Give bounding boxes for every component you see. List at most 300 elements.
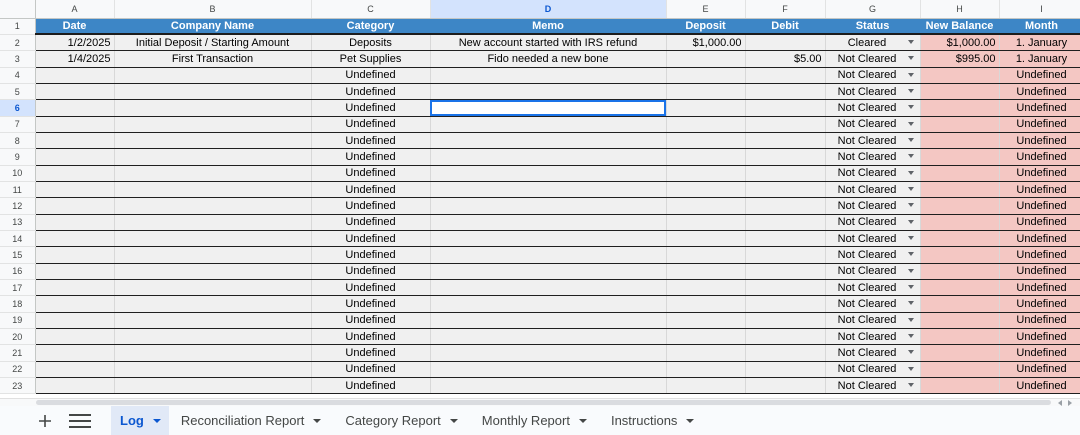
- cell-month[interactable]: Undefined: [999, 247, 1080, 263]
- tab-label: Instructions: [610, 413, 678, 428]
- cell-company[interactable]: [114, 230, 311, 246]
- cell-balance[interactable]: [920, 247, 999, 263]
- cell-balance[interactable]: [920, 116, 999, 132]
- cell-company[interactable]: [114, 345, 311, 361]
- row-header[interactable]: 5: [0, 83, 35, 99]
- all-sheets-button[interactable]: [69, 414, 91, 428]
- cell-deposit[interactable]: [666, 181, 745, 197]
- row-header[interactable]: 20: [0, 329, 35, 345]
- cell-memo[interactable]: [430, 116, 666, 132]
- chevron-down-icon[interactable]: [153, 419, 161, 423]
- cell-debit[interactable]: [745, 263, 825, 279]
- sheet-tab-bar: [0, 406, 1080, 435]
- cell-memo[interactable]: [430, 329, 666, 345]
- cell-deposit[interactable]: [666, 247, 745, 263]
- cell-debit[interactable]: [745, 132, 825, 148]
- cell-deposit[interactable]: [666, 51, 745, 67]
- cell-company[interactable]: [114, 280, 311, 296]
- chevron-down-icon[interactable]: [450, 419, 458, 423]
- cell-month[interactable]: 1. January: [999, 51, 1080, 67]
- cell-deposit[interactable]: [666, 83, 745, 99]
- cell-category[interactable]: Undefined: [311, 230, 430, 246]
- status-value: Not Cleared: [837, 101, 897, 114]
- tab-log[interactable]: [111, 406, 169, 435]
- cell-category[interactable]: Undefined: [311, 165, 430, 181]
- cell-memo[interactable]: [430, 67, 666, 83]
- row-header[interactable]: 17: [0, 280, 35, 296]
- column-header-f[interactable]: F: [745, 0, 825, 18]
- cell-debit[interactable]: [745, 100, 825, 116]
- cell-status[interactable]: [825, 34, 920, 50]
- dropdown-arrow-icon[interactable]: [908, 105, 914, 109]
- cell-deposit[interactable]: [666, 329, 745, 345]
- column-header-g[interactable]: G: [825, 0, 920, 18]
- row-header[interactable]: 8: [0, 132, 35, 148]
- table-row: [0, 198, 1080, 214]
- cell-company[interactable]: [114, 378, 311, 394]
- horizontal-scrollbar[interactable]: [0, 398, 1080, 406]
- cell-category[interactable]: Undefined: [311, 83, 430, 99]
- cell-balance[interactable]: [920, 165, 999, 181]
- row-header[interactable]: 14: [0, 230, 35, 246]
- cell-balance[interactable]: [920, 263, 999, 279]
- row-header[interactable]: 1: [0, 18, 35, 34]
- cell-deposit[interactable]: [666, 165, 745, 181]
- tab-category-report[interactable]: [333, 406, 469, 435]
- cell-month[interactable]: Undefined: [999, 263, 1080, 279]
- cell-deposit[interactable]: [666, 230, 745, 246]
- header-cell-new-balance[interactable]: New Balance: [920, 18, 999, 34]
- cell-category[interactable]: Undefined: [311, 149, 430, 165]
- cell-memo[interactable]: [430, 378, 666, 394]
- status-value: Not Cleared: [837, 298, 897, 311]
- cell-company[interactable]: [114, 263, 311, 279]
- tab-instructions[interactable]: [599, 406, 706, 435]
- header-cell-date[interactable]: Date: [35, 18, 114, 34]
- table-row: [0, 329, 1080, 345]
- cell-month[interactable]: Undefined: [999, 230, 1080, 246]
- dropdown-arrow-icon[interactable]: [908, 285, 914, 289]
- cell-category[interactable]: Undefined: [311, 345, 430, 361]
- status-value: Not Cleared: [837, 248, 897, 261]
- cell-date[interactable]: [35, 345, 114, 361]
- cell-company[interactable]: [114, 83, 311, 99]
- cell-memo[interactable]: [430, 165, 666, 181]
- status-value: Not Cleared: [837, 150, 897, 163]
- cell-deposit[interactable]: [666, 100, 745, 116]
- cell-balance[interactable]: [920, 132, 999, 148]
- cell-status[interactable]: [825, 329, 920, 345]
- cell-debit[interactable]: [745, 312, 825, 328]
- cell-debit[interactable]: [745, 230, 825, 246]
- status-value: Not Cleared: [837, 314, 897, 327]
- cell-month[interactable]: Undefined: [999, 361, 1080, 377]
- cell-category[interactable]: Deposits: [311, 34, 430, 50]
- cell-balance[interactable]: [920, 312, 999, 328]
- cell-balance[interactable]: [920, 345, 999, 361]
- table-row: [0, 51, 1080, 67]
- cell-memo[interactable]: New account started with IRS refund: [430, 34, 666, 50]
- column-header-h[interactable]: H: [920, 0, 999, 18]
- chevron-down-icon[interactable]: [686, 419, 694, 423]
- dropdown-arrow-icon[interactable]: [908, 89, 914, 93]
- cell-deposit[interactable]: [666, 263, 745, 279]
- cell-memo[interactable]: [430, 247, 666, 263]
- cell-memo[interactable]: [430, 280, 666, 296]
- header-cell-status[interactable]: Status: [825, 18, 920, 34]
- header-cell-company-name[interactable]: Company Name: [114, 18, 311, 34]
- add-sheet-button[interactable]: [29, 406, 61, 435]
- cell-memo[interactable]: [430, 296, 666, 312]
- dropdown-arrow-icon[interactable]: [908, 203, 914, 207]
- cell-status[interactable]: [825, 280, 920, 296]
- select-all-corner[interactable]: [0, 0, 35, 18]
- cell-month[interactable]: Undefined: [999, 149, 1080, 165]
- cell-deposit[interactable]: [666, 312, 745, 328]
- dropdown-arrow-icon[interactable]: [908, 334, 914, 338]
- cell-date[interactable]: [35, 361, 114, 377]
- row-header[interactable]: 6: [0, 100, 35, 116]
- dropdown-arrow-icon[interactable]: [908, 40, 914, 44]
- cell-company[interactable]: [114, 100, 311, 116]
- cell-month[interactable]: Undefined: [999, 198, 1080, 214]
- cell-deposit[interactable]: [666, 280, 745, 296]
- cell-month[interactable]: Undefined: [999, 378, 1080, 394]
- row-header[interactable]: 13: [0, 214, 35, 230]
- cell-category[interactable]: Undefined: [311, 263, 430, 279]
- header-cell-debit[interactable]: Debit: [745, 18, 825, 34]
- row-header[interactable]: 21: [0, 345, 35, 361]
- cell-status[interactable]: [825, 149, 920, 165]
- cell-month[interactable]: Undefined: [999, 329, 1080, 345]
- row-header[interactable]: 23: [0, 378, 35, 394]
- cell-status[interactable]: [825, 345, 920, 361]
- dropdown-arrow-icon[interactable]: [908, 187, 914, 191]
- cell-category[interactable]: Undefined: [311, 132, 430, 148]
- cell-category[interactable]: Undefined: [311, 198, 430, 214]
- cell-date[interactable]: [35, 67, 114, 83]
- cell-deposit[interactable]: [666, 345, 745, 361]
- cell-category[interactable]: Undefined: [311, 100, 430, 116]
- cell-balance[interactable]: [920, 230, 999, 246]
- cell-company[interactable]: [114, 329, 311, 345]
- cell-company[interactable]: [114, 312, 311, 328]
- cell-status[interactable]: [825, 361, 920, 377]
- cell-memo[interactable]: [430, 361, 666, 377]
- column-header-d[interactable]: D: [430, 0, 666, 18]
- chevron-down-icon[interactable]: [579, 419, 587, 423]
- row-header[interactable]: 10: [0, 165, 35, 181]
- cell-month[interactable]: Undefined: [999, 312, 1080, 328]
- row-header[interactable]: 4: [0, 67, 35, 83]
- cell-month[interactable]: Undefined: [999, 280, 1080, 296]
- cell-status[interactable]: [825, 296, 920, 312]
- cell-balance[interactable]: [920, 361, 999, 377]
- cell-date[interactable]: [35, 263, 114, 279]
- header-cell-month[interactable]: Month: [999, 18, 1080, 34]
- cell-memo[interactable]: [430, 263, 666, 279]
- row-header[interactable]: 3: [0, 51, 35, 67]
- status-value: Not Cleared: [837, 167, 897, 180]
- row-header[interactable]: 16: [0, 263, 35, 279]
- cell-memo[interactable]: [430, 198, 666, 214]
- dropdown-arrow-icon[interactable]: [908, 154, 914, 158]
- status-value: Not Cleared: [837, 52, 897, 65]
- cell-category[interactable]: Undefined: [311, 378, 430, 394]
- cell-deposit[interactable]: [666, 67, 745, 83]
- dropdown-arrow-icon[interactable]: [908, 318, 914, 322]
- dropdown-arrow-icon[interactable]: [908, 350, 914, 354]
- row-header[interactable]: 12: [0, 198, 35, 214]
- cell-memo[interactable]: [430, 214, 666, 230]
- cell-date[interactable]: [35, 378, 114, 394]
- menu-icon: [69, 414, 91, 416]
- cell-company[interactable]: [114, 198, 311, 214]
- cell-debit[interactable]: [745, 149, 825, 165]
- dropdown-arrow-icon[interactable]: [908, 56, 914, 60]
- cell-status[interactable]: [825, 263, 920, 279]
- tab-reconciliation-report[interactable]: [169, 406, 334, 435]
- cell-category[interactable]: Undefined: [311, 329, 430, 345]
- cell-balance[interactable]: [920, 67, 999, 83]
- cell-month[interactable]: Undefined: [999, 116, 1080, 132]
- cell-company[interactable]: [114, 361, 311, 377]
- cell-month[interactable]: Undefined: [999, 296, 1080, 312]
- cell-deposit[interactable]: $1,000.00: [666, 34, 745, 50]
- dropdown-arrow-icon[interactable]: [908, 383, 914, 387]
- cell-status[interactable]: [825, 83, 920, 99]
- cell-date[interactable]: [35, 181, 114, 197]
- cell-debit[interactable]: [745, 378, 825, 394]
- cell-debit[interactable]: [745, 83, 825, 99]
- cell-status[interactable]: [825, 378, 920, 394]
- cell-debit[interactable]: [745, 198, 825, 214]
- cell-status[interactable]: [825, 51, 920, 67]
- cell-memo[interactable]: [430, 100, 666, 116]
- cell-deposit[interactable]: [666, 132, 745, 148]
- row-header[interactable]: 18: [0, 296, 35, 312]
- cell-balance[interactable]: [920, 214, 999, 230]
- chevron-down-icon[interactable]: [313, 419, 321, 423]
- tab-label: Reconciliation Report: [180, 413, 305, 428]
- status-value: Not Cleared: [837, 281, 897, 294]
- table-row: [0, 214, 1080, 230]
- dropdown-arrow-icon[interactable]: [908, 122, 914, 126]
- status-value: Not Cleared: [837, 379, 897, 392]
- cell-debit[interactable]: $5.00: [745, 51, 825, 67]
- cell-company[interactable]: [114, 165, 311, 181]
- cell-month[interactable]: Undefined: [999, 214, 1080, 230]
- cell-status[interactable]: [825, 312, 920, 328]
- row-header[interactable]: 22: [0, 361, 35, 377]
- cell-category[interactable]: Undefined: [311, 181, 430, 197]
- cell-debit[interactable]: [745, 296, 825, 312]
- cell-debit[interactable]: [745, 181, 825, 197]
- cell-company[interactable]: [114, 67, 311, 83]
- cell-debit[interactable]: [745, 34, 825, 50]
- cell-memo[interactable]: [430, 345, 666, 361]
- row-header[interactable]: 19: [0, 312, 35, 328]
- cell-balance[interactable]: [920, 198, 999, 214]
- dropdown-arrow-icon[interactable]: [908, 252, 914, 256]
- cell-company[interactable]: [114, 214, 311, 230]
- dropdown-arrow-icon[interactable]: [908, 301, 914, 305]
- dropdown-arrow-icon[interactable]: [908, 171, 914, 175]
- cell-date[interactable]: [35, 132, 114, 148]
- dropdown-arrow-icon[interactable]: [908, 269, 914, 273]
- cell-status[interactable]: [825, 100, 920, 116]
- cell-date[interactable]: [35, 100, 114, 116]
- row-header[interactable]: 9: [0, 149, 35, 165]
- cell-month[interactable]: Undefined: [999, 181, 1080, 197]
- cell-deposit[interactable]: [666, 214, 745, 230]
- cell-status[interactable]: [825, 181, 920, 197]
- column-header-i[interactable]: I: [999, 0, 1080, 18]
- cell-date[interactable]: [35, 116, 114, 132]
- header-cell-memo[interactable]: Memo: [430, 18, 666, 34]
- header-cell-deposit[interactable]: Deposit: [666, 18, 745, 34]
- row-header[interactable]: 11: [0, 181, 35, 197]
- cell-debit[interactable]: [745, 67, 825, 83]
- cell-balance[interactable]: [920, 100, 999, 116]
- cell-date[interactable]: 1/4/2025: [35, 51, 114, 67]
- cell-debit[interactable]: [745, 116, 825, 132]
- scrollbar-thumb[interactable]: [36, 400, 1051, 405]
- cell-status[interactable]: [825, 132, 920, 148]
- cell-month[interactable]: Undefined: [999, 67, 1080, 83]
- cell-month[interactable]: 1. January: [999, 34, 1080, 50]
- cell-balance[interactable]: $1,000.00: [920, 34, 999, 50]
- dropdown-arrow-icon[interactable]: [908, 220, 914, 224]
- cell-balance[interactable]: [920, 296, 999, 312]
- cell-deposit[interactable]: [666, 149, 745, 165]
- cell-debit[interactable]: [745, 214, 825, 230]
- cell-status[interactable]: [825, 165, 920, 181]
- cell-deposit[interactable]: [666, 116, 745, 132]
- cell-date[interactable]: [35, 230, 114, 246]
- cell-category[interactable]: Undefined: [311, 296, 430, 312]
- cell-deposit[interactable]: [666, 361, 745, 377]
- dropdown-arrow-icon[interactable]: [908, 236, 914, 240]
- row-header[interactable]: 15: [0, 247, 35, 263]
- cell-status[interactable]: [825, 214, 920, 230]
- cell-category[interactable]: Undefined: [311, 116, 430, 132]
- cell-debit[interactable]: [745, 361, 825, 377]
- status-value: Not Cleared: [837, 363, 897, 376]
- cell-memo[interactable]: [430, 132, 666, 148]
- cell-memo[interactable]: [430, 149, 666, 165]
- cell-debit[interactable]: [745, 345, 825, 361]
- cell-date[interactable]: 1/2/2025: [35, 34, 114, 50]
- row-header[interactable]: 7: [0, 116, 35, 132]
- cell-date[interactable]: [35, 83, 114, 99]
- table-row: [0, 361, 1080, 377]
- cell-date[interactable]: [35, 247, 114, 263]
- dropdown-arrow-icon[interactable]: [908, 367, 914, 371]
- cell-company[interactable]: [114, 132, 311, 148]
- cell-date[interactable]: [35, 296, 114, 312]
- table-row: [0, 230, 1080, 246]
- cell-company[interactable]: [114, 181, 311, 197]
- row-header[interactable]: 2: [0, 34, 35, 50]
- column-header-a[interactable]: A: [35, 0, 114, 18]
- cell-company[interactable]: [114, 247, 311, 263]
- cell-debit[interactable]: [745, 329, 825, 345]
- cell-status[interactable]: [825, 116, 920, 132]
- cell-month[interactable]: Undefined: [999, 165, 1080, 181]
- column-header-c[interactable]: C: [311, 0, 430, 18]
- column-header-e[interactable]: E: [666, 0, 745, 18]
- column-header-b[interactable]: B: [114, 0, 311, 18]
- cell-month[interactable]: Undefined: [999, 345, 1080, 361]
- cell-category[interactable]: Undefined: [311, 361, 430, 377]
- cell-category[interactable]: Pet Supplies: [311, 51, 430, 67]
- cell-month[interactable]: Undefined: [999, 83, 1080, 99]
- status-value: Not Cleared: [837, 85, 897, 98]
- cell-company[interactable]: [114, 116, 311, 132]
- cell-status[interactable]: [825, 230, 920, 246]
- dropdown-arrow-icon[interactable]: [908, 138, 914, 142]
- cell-company[interactable]: First Transaction: [114, 51, 311, 67]
- cell-balance[interactable]: [920, 83, 999, 99]
- cell-date[interactable]: [35, 198, 114, 214]
- cell-category[interactable]: Undefined: [311, 312, 430, 328]
- cell-status[interactable]: [825, 247, 920, 263]
- cell-debit[interactable]: [745, 247, 825, 263]
- cell-memo[interactable]: Fido needed a new bone: [430, 51, 666, 67]
- cell-deposit[interactable]: [666, 296, 745, 312]
- cell-memo[interactable]: [430, 230, 666, 246]
- cell-memo[interactable]: [430, 83, 666, 99]
- cell-date[interactable]: [35, 165, 114, 181]
- status-value: Not Cleared: [837, 118, 897, 131]
- cell-balance[interactable]: $995.00: [920, 51, 999, 67]
- status-value: Not Cleared: [837, 216, 897, 229]
- cell-memo[interactable]: [430, 312, 666, 328]
- cell-date[interactable]: [35, 149, 114, 165]
- cell-date[interactable]: [35, 312, 114, 328]
- cell-balance[interactable]: [920, 378, 999, 394]
- cell-memo[interactable]: [430, 181, 666, 197]
- header-cell-category[interactable]: Category: [311, 18, 430, 34]
- cell-status[interactable]: [825, 67, 920, 83]
- cell-category[interactable]: Undefined: [311, 214, 430, 230]
- tab-monthly-report[interactable]: [470, 406, 599, 435]
- cell-status[interactable]: [825, 198, 920, 214]
- cell-balance[interactable]: [920, 149, 999, 165]
- cell-deposit[interactable]: [666, 198, 745, 214]
- cell-month[interactable]: Undefined: [999, 132, 1080, 148]
- cell-date[interactable]: [35, 329, 114, 345]
- cell-deposit[interactable]: [666, 378, 745, 394]
- cell-balance[interactable]: [920, 280, 999, 296]
- cell-company[interactable]: [114, 296, 311, 312]
- cell-company[interactable]: [114, 149, 311, 165]
- cell-balance[interactable]: [920, 181, 999, 197]
- cell-debit[interactable]: [745, 280, 825, 296]
- column-header-row: [0, 0, 1080, 18]
- cell-balance[interactable]: [920, 329, 999, 345]
- cell-date[interactable]: [35, 214, 114, 230]
- cell-category[interactable]: Undefined: [311, 280, 430, 296]
- cell-date[interactable]: [35, 280, 114, 296]
- cell-category[interactable]: Undefined: [311, 67, 430, 83]
- cell-company[interactable]: Initial Deposit / Starting Amount: [114, 34, 311, 50]
- cell-debit[interactable]: [745, 165, 825, 181]
- cell-month[interactable]: Undefined: [999, 100, 1080, 116]
- dropdown-arrow-icon[interactable]: [908, 73, 914, 77]
- cell-category[interactable]: Undefined: [311, 247, 430, 263]
